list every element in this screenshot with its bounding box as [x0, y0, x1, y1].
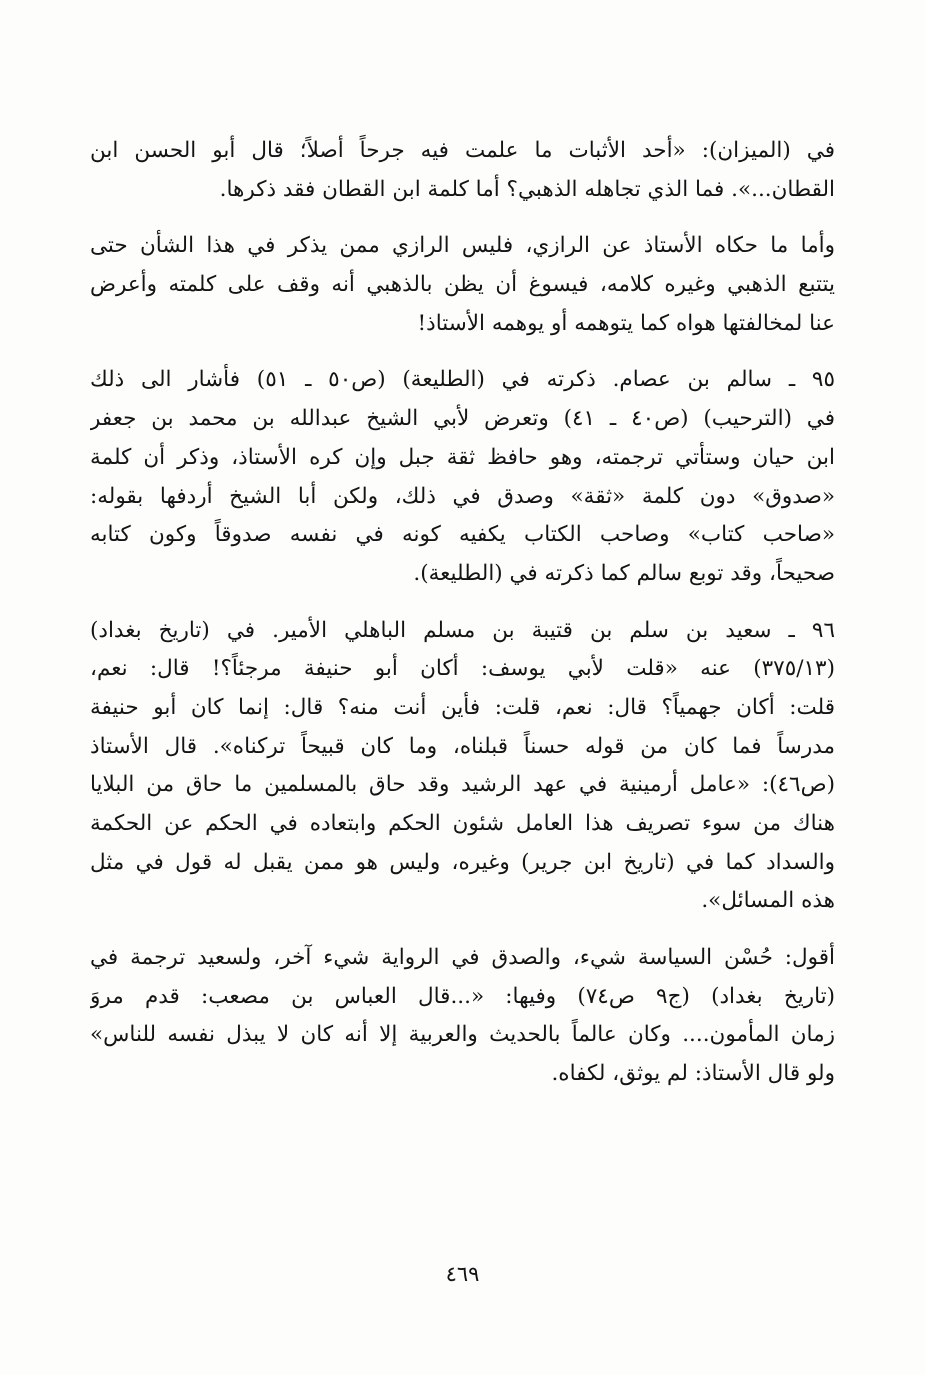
text-line: (تاريخ بغداد) (ج٩ ص٧٤) وفيها: «...قال العباس بن مصعب: قدم مروَ	[90, 983, 835, 1009]
paragraph-aqulu	[90, 939, 835, 1094]
text-line: ٩٥ ـ سالم بن عصام. ذكرته في (الطليعة) (ص٥٠ ـ ٥١) فأشار الى ذلك	[90, 367, 835, 393]
text-line: في (الترحيب) (ص٤٠ ـ ٤١) وتعرض لأبي الشيخ عبدالله بن محمد بن جعفر	[90, 406, 835, 432]
text-line: زمان المأمون.... وكان عالماً بالحديث والعربية إلا أنه كان لا يبذل نفسه للناس»	[90, 1022, 835, 1048]
paragraph-entry-95	[90, 361, 835, 593]
text-line: هناك من سوء تصريف هذا العامل شئون الحكم وابتعاده في الحكم عن الحكمة	[90, 811, 835, 836]
text-line: «صاحب كتاب» وصاحب الكتاب يكفيه كونه في نفسه صدوقاً وكون كتابه	[90, 522, 835, 548]
text-line: (٣٧٥/١٣) عنه «قلت لأبي يوسف: أكان أبو حنيفة مرجئاً؟! قال: نعم،	[90, 656, 835, 682]
text-line: صحيحاً، وقد توبع سالم كما ذكرته في (الطليعة).	[413, 560, 835, 586]
text-line: القطان...». فما الذي تجاهله الذهبي؟ أما كلمة ابن القطان فقد ذكرها.	[219, 176, 835, 202]
text-line: (ص٤٦): «عامل أرمينية في عهد الرشيد وقد حاق بالمسلمين ما حاق من البلايا	[90, 772, 835, 798]
text-line: أقول: حُسْن السياسة شيء، والصدق في الرواية شيء آخر، ولسعيد ترجمة في	[90, 945, 835, 971]
text-line: يتتبع الذهبي وغيره كلامه، فيسوغ أن يظن بالذهبي أنه وقف على كلمته وأعرض	[90, 272, 835, 298]
text-line: ٩٦ ـ سعيد بن سلم بن قتيبة بن مسلم الباهلي الأمير. في (تاريخ بغداد)	[90, 617, 835, 643]
text-line: ولو قال الأستاذ: لم يوثق، لكفاه.	[551, 1061, 835, 1087]
text-line: مدرساً فما كان من قوله حسناً قبلناه، وما كان قبيحاً تركناه». قال الأستاذ	[90, 733, 835, 759]
text-line: هذه المسائل».	[701, 888, 835, 914]
text-line: «صدوق» دون كلمة «ثقة» وصدق في ذلك، ولكن أبا الشيخ أردفها بقوله:	[90, 483, 835, 509]
page-number: ٤٦٩	[445, 1262, 480, 1286]
text-line: في (الميزان): «أحد الأثبات ما علمت فيه جرحاً أصلاً؛ قال أبو الحسن ابن	[90, 138, 835, 163]
text-line: عنا لمخالفتها هواه كما يتوهمه أو يوهمه الأستاذ!	[417, 310, 835, 336]
text-line: قلت: أكان جهمياً؟ قال: نعم، قلت: فأين أنت منه؟ قال: إنما كان أبو حنيفة	[90, 694, 835, 720]
paragraph-mizan	[90, 132, 835, 209]
text-line: والسداد كما في (تاريخ ابن جرير) وغيره، وليس هو ممن يقبل له قول في مثل	[90, 849, 835, 875]
body-text	[90, 132, 835, 1094]
paragraph-entry-96	[90, 612, 835, 922]
text-line: ابن حيان وستأتي ترجمته، وهو حافظ ثقة جبل وإن كره الأستاذ، وذكر أن كلمة	[90, 444, 835, 470]
paragraph-razi	[90, 227, 835, 343]
text-line: وأما ما حكاه الأستاذ عن الرازي، فليس الرازي ممن يذكر في هذا الشأن حتى	[90, 233, 835, 259]
